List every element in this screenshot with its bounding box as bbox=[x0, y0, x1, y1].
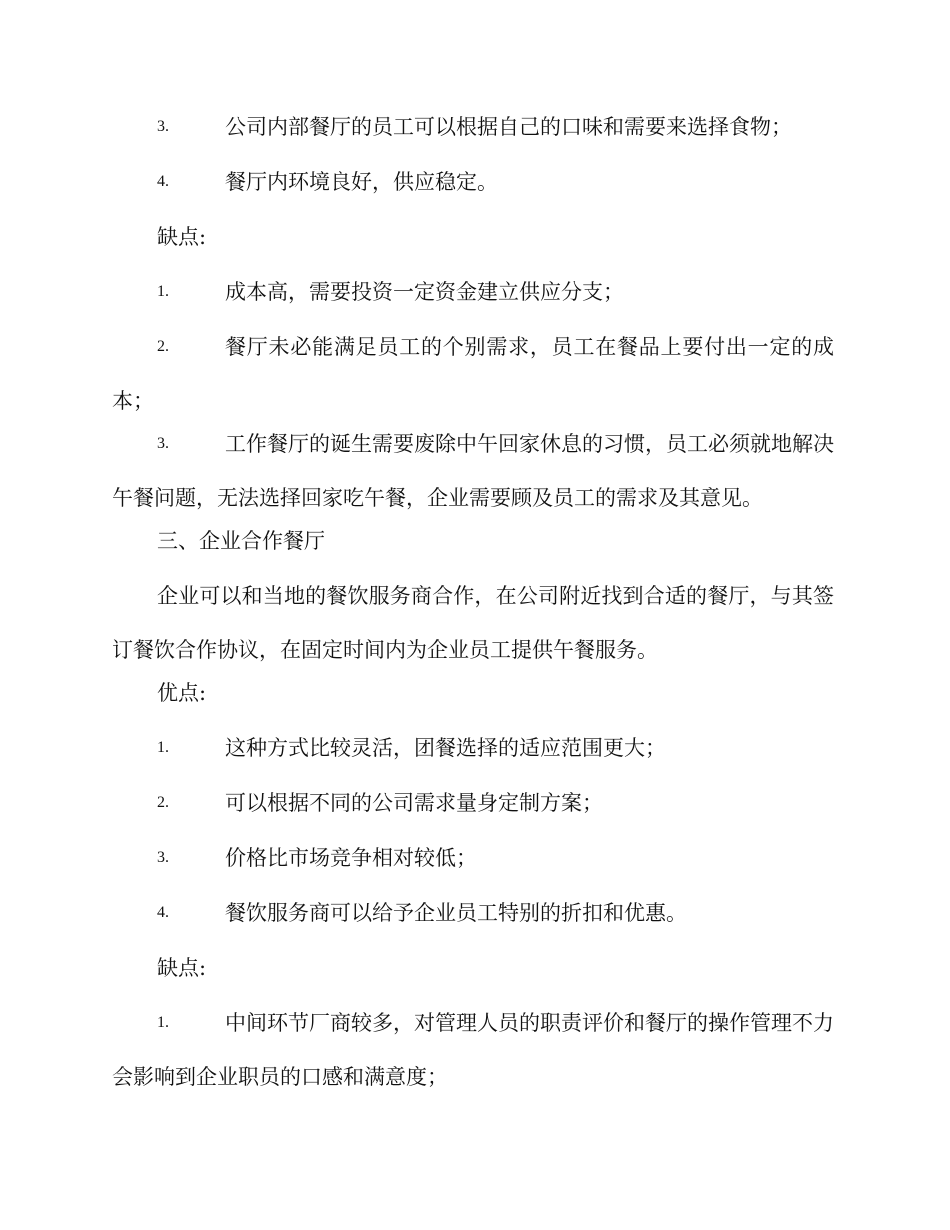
list-item-text: 中间环节厂商较多，对管理人员的职责评价和餐厅的操作管理不力会影响到企业职员的口感和满意度； bbox=[112, 1011, 834, 1089]
list-item-text: 餐饮服务商可以给予企业员工特别的折扣和优惠。 bbox=[225, 901, 687, 925]
list-number: 1. bbox=[157, 739, 169, 756]
list-item-text: 工作餐厅的诞生需要废除中午回家休息的习惯，员工必须就地解决午餐问题，无法选择回家吃午餐，企业需要顾及员工的需求及其意见。 bbox=[112, 432, 834, 510]
list-number: 3. bbox=[157, 849, 169, 866]
list-number: 1. bbox=[157, 283, 169, 300]
list-item-text: 价格比市场竞争相对较低； bbox=[225, 846, 477, 870]
list-item-text: 这种方式比较灵活，团餐选择的适应范围更大； bbox=[225, 736, 666, 760]
list-number: 1. bbox=[157, 1014, 169, 1031]
list-number: 2. bbox=[157, 338, 169, 355]
list-number: 3. bbox=[157, 435, 169, 452]
list-number: 4. bbox=[157, 904, 169, 921]
list-item-text: 餐厅未必能满足员工的个别需求，员工在餐品上要付出一定的成本； bbox=[112, 335, 834, 413]
list-number: 3. bbox=[157, 118, 169, 135]
list-item-text: 公司内部餐厅的员工可以根据自己的口味和需要来选择食物； bbox=[225, 115, 792, 139]
list-item-text: 餐厅内环境良好，供应稳定。 bbox=[225, 170, 498, 194]
section-heading: 三、企业合作餐厅 bbox=[157, 529, 325, 553]
section-intro-paragraph: 企业可以和当地的餐饮服务商合作，在公司附近找到合适的餐厅，与其签订餐饮合作协议，在固定时间内为企业员工提供午餐服务。 bbox=[112, 584, 834, 662]
disadvantages-label: 缺点: bbox=[157, 956, 207, 980]
list-number: 4. bbox=[157, 173, 169, 190]
list-number: 2. bbox=[157, 794, 169, 811]
list-item-text: 可以根据不同的公司需求量身定制方案； bbox=[225, 791, 603, 815]
list-item-text: 成本高，需要投资一定资金建立供应分支； bbox=[225, 280, 624, 304]
advantages-label: 优点: bbox=[157, 681, 207, 705]
disadvantages-label: 缺点: bbox=[157, 225, 207, 249]
